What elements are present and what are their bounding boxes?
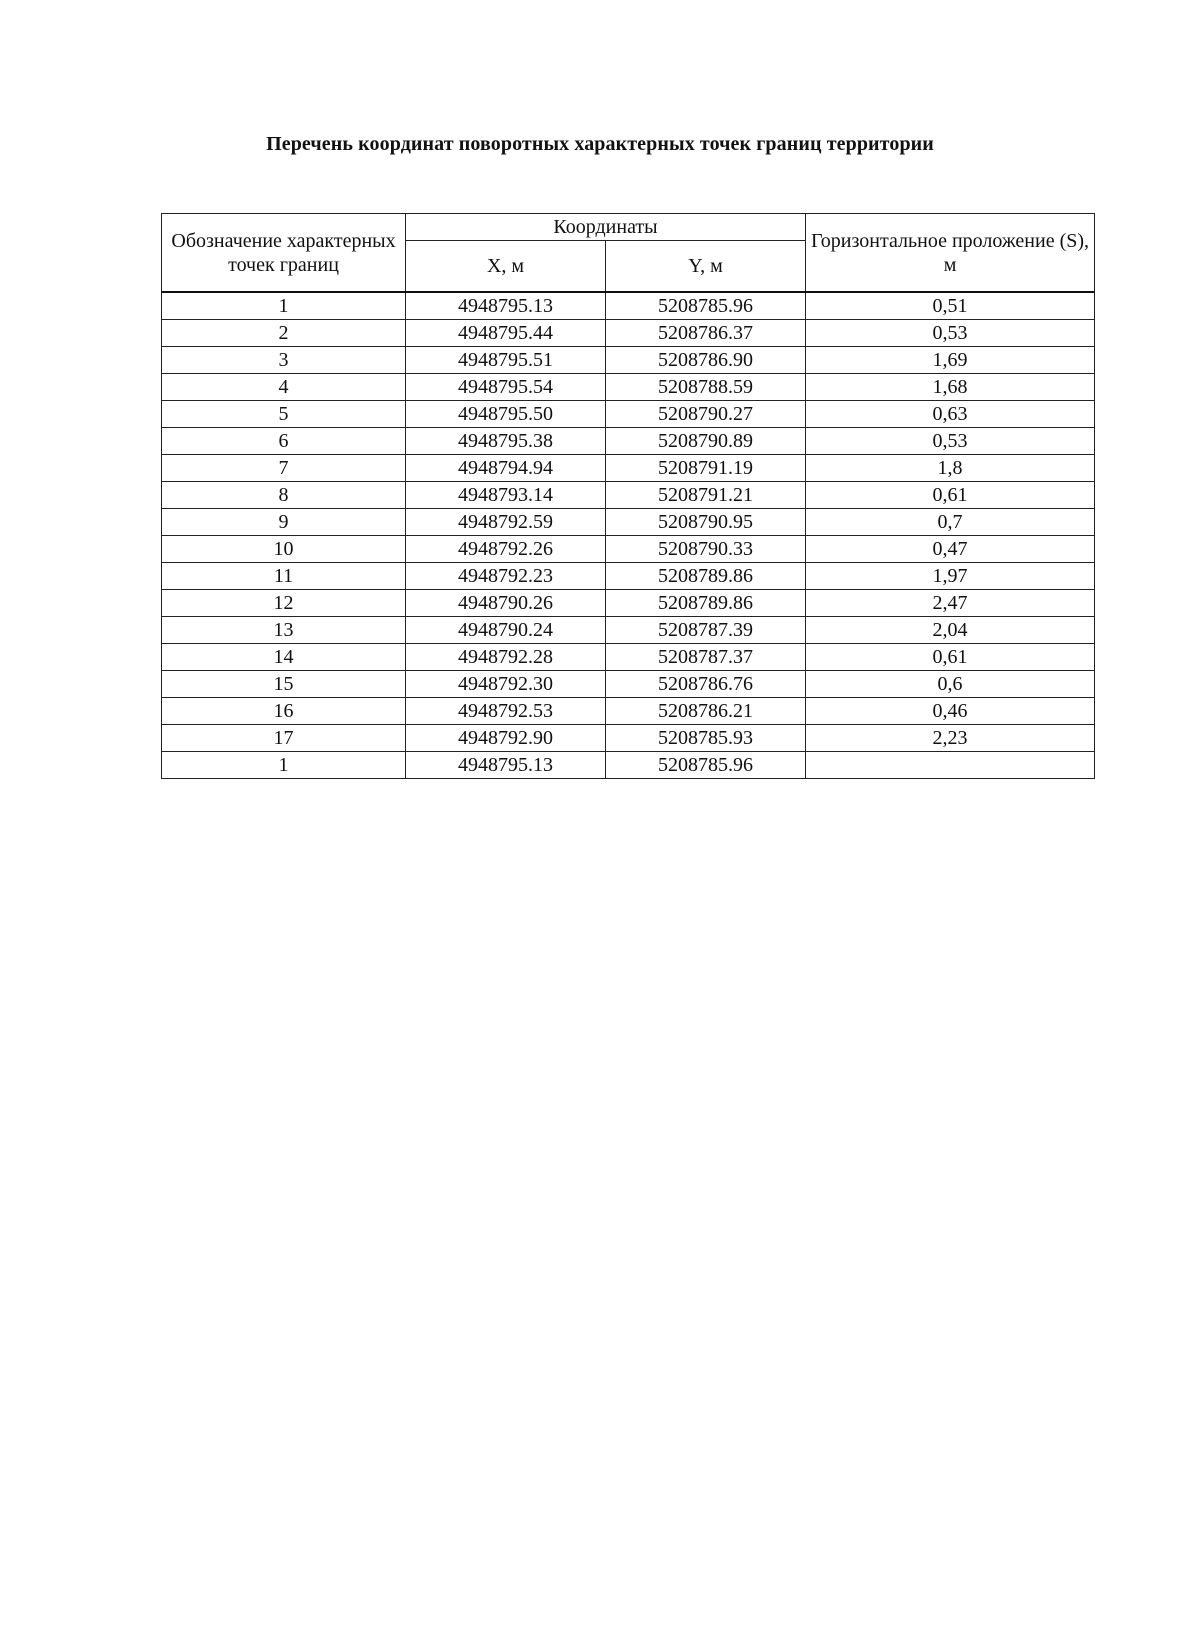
cell-point: 10 [162,536,406,563]
cell-distance: 0,53 [806,428,1095,455]
cell-distance: 1,97 [806,563,1095,590]
table-row [162,752,1095,779]
cell-y: 5208789.86 [606,563,806,590]
cell-y: 5208787.37 [606,644,806,671]
cell-x: 4948795.13 [406,752,606,779]
cell-point: 9 [162,509,406,536]
cell-y: 5208786.21 [606,698,806,725]
table-row [162,671,1095,698]
cell-x: 4948792.90 [406,725,606,752]
cell-distance: 1,68 [806,374,1095,401]
table-row [162,617,1095,644]
cell-distance [806,752,1095,779]
cell-x: 4948790.26 [406,590,606,617]
cell-distance: 2,47 [806,590,1095,617]
cell-x: 4948792.59 [406,509,606,536]
cell-y: 5208787.39 [606,617,806,644]
table-row [162,698,1095,725]
cell-point: 3 [162,347,406,374]
cell-y: 5208788.59 [606,374,806,401]
document-title: Перечень координат поворотных характерных точек границ территории [266,133,934,155]
cell-y: 5208791.21 [606,482,806,509]
cell-distance: 0,53 [806,320,1095,347]
cell-distance: 0,46 [806,698,1095,725]
cell-point: 7 [162,455,406,482]
table-row [162,401,1095,428]
cell-point: 11 [162,563,406,590]
cell-x: 4948795.13 [406,292,606,320]
table-row [162,644,1095,671]
cell-point: 12 [162,590,406,617]
table-row [162,482,1095,509]
cell-x: 4948792.26 [406,536,606,563]
cell-x: 4948793.14 [406,482,606,509]
table-row [162,509,1095,536]
cell-distance: 0,61 [806,482,1095,509]
cell-point: 13 [162,617,406,644]
cell-distance: 0,61 [806,644,1095,671]
table-header [162,214,1095,293]
cell-distance: 0,6 [806,671,1095,698]
cell-y: 5208785.93 [606,725,806,752]
table-row [162,455,1095,482]
cell-x: 4948792.28 [406,644,606,671]
cell-y: 5208789.86 [606,590,806,617]
cell-y: 5208786.90 [606,347,806,374]
cell-y: 5208790.89 [606,428,806,455]
cell-y: 5208785.96 [606,752,806,779]
cell-point: 15 [162,671,406,698]
table-row [162,320,1095,347]
cell-y: 5208786.37 [606,320,806,347]
cell-x: 4948795.44 [406,320,606,347]
cell-point: 4 [162,374,406,401]
cell-x: 4948792.23 [406,563,606,590]
table-row [162,292,1095,320]
cell-distance: 0,47 [806,536,1095,563]
cell-point: 16 [162,698,406,725]
header-coordinates: Координаты [406,214,806,241]
cell-y: 5208790.33 [606,536,806,563]
cell-x: 4948795.50 [406,401,606,428]
cell-distance: 1,69 [806,347,1095,374]
cell-point: 14 [162,644,406,671]
table-row [162,536,1095,563]
table-row [162,563,1095,590]
table-row [162,374,1095,401]
cell-y: 5208785.96 [606,292,806,320]
cell-point: 8 [162,482,406,509]
cell-x: 4948792.30 [406,671,606,698]
cell-point: 1 [162,292,406,320]
coordinates-table [161,213,1095,779]
table-row [162,725,1095,752]
header-y: Y, м [606,241,806,293]
cell-x: 4948792.53 [406,698,606,725]
cell-y: 5208790.27 [606,401,806,428]
cell-y: 5208791.19 [606,455,806,482]
cell-distance: 0,63 [806,401,1095,428]
cell-point: 1 [162,752,406,779]
cell-x: 4948795.54 [406,374,606,401]
table-row [162,590,1095,617]
cell-x: 4948794.94 [406,455,606,482]
cell-y: 5208790.95 [606,509,806,536]
cell-point: 5 [162,401,406,428]
cell-distance: 0,7 [806,509,1095,536]
header-point-designation: Обозначение характерных точек границ [162,214,406,293]
cell-y: 5208786.76 [606,671,806,698]
cell-point: 2 [162,320,406,347]
cell-point: 6 [162,428,406,455]
table-body [162,292,1095,779]
cell-x: 4948795.51 [406,347,606,374]
table-row [162,347,1095,374]
cell-distance: 2,04 [806,617,1095,644]
cell-point: 17 [162,725,406,752]
header-horizontal-distance: Горизонтальное проложение (S), м [806,214,1095,293]
header-x: X, м [406,241,606,293]
cell-x: 4948795.38 [406,428,606,455]
cell-distance: 1,8 [806,455,1095,482]
cell-distance: 0,51 [806,292,1095,320]
table-row [162,428,1095,455]
cell-distance: 2,23 [806,725,1095,752]
cell-x: 4948790.24 [406,617,606,644]
